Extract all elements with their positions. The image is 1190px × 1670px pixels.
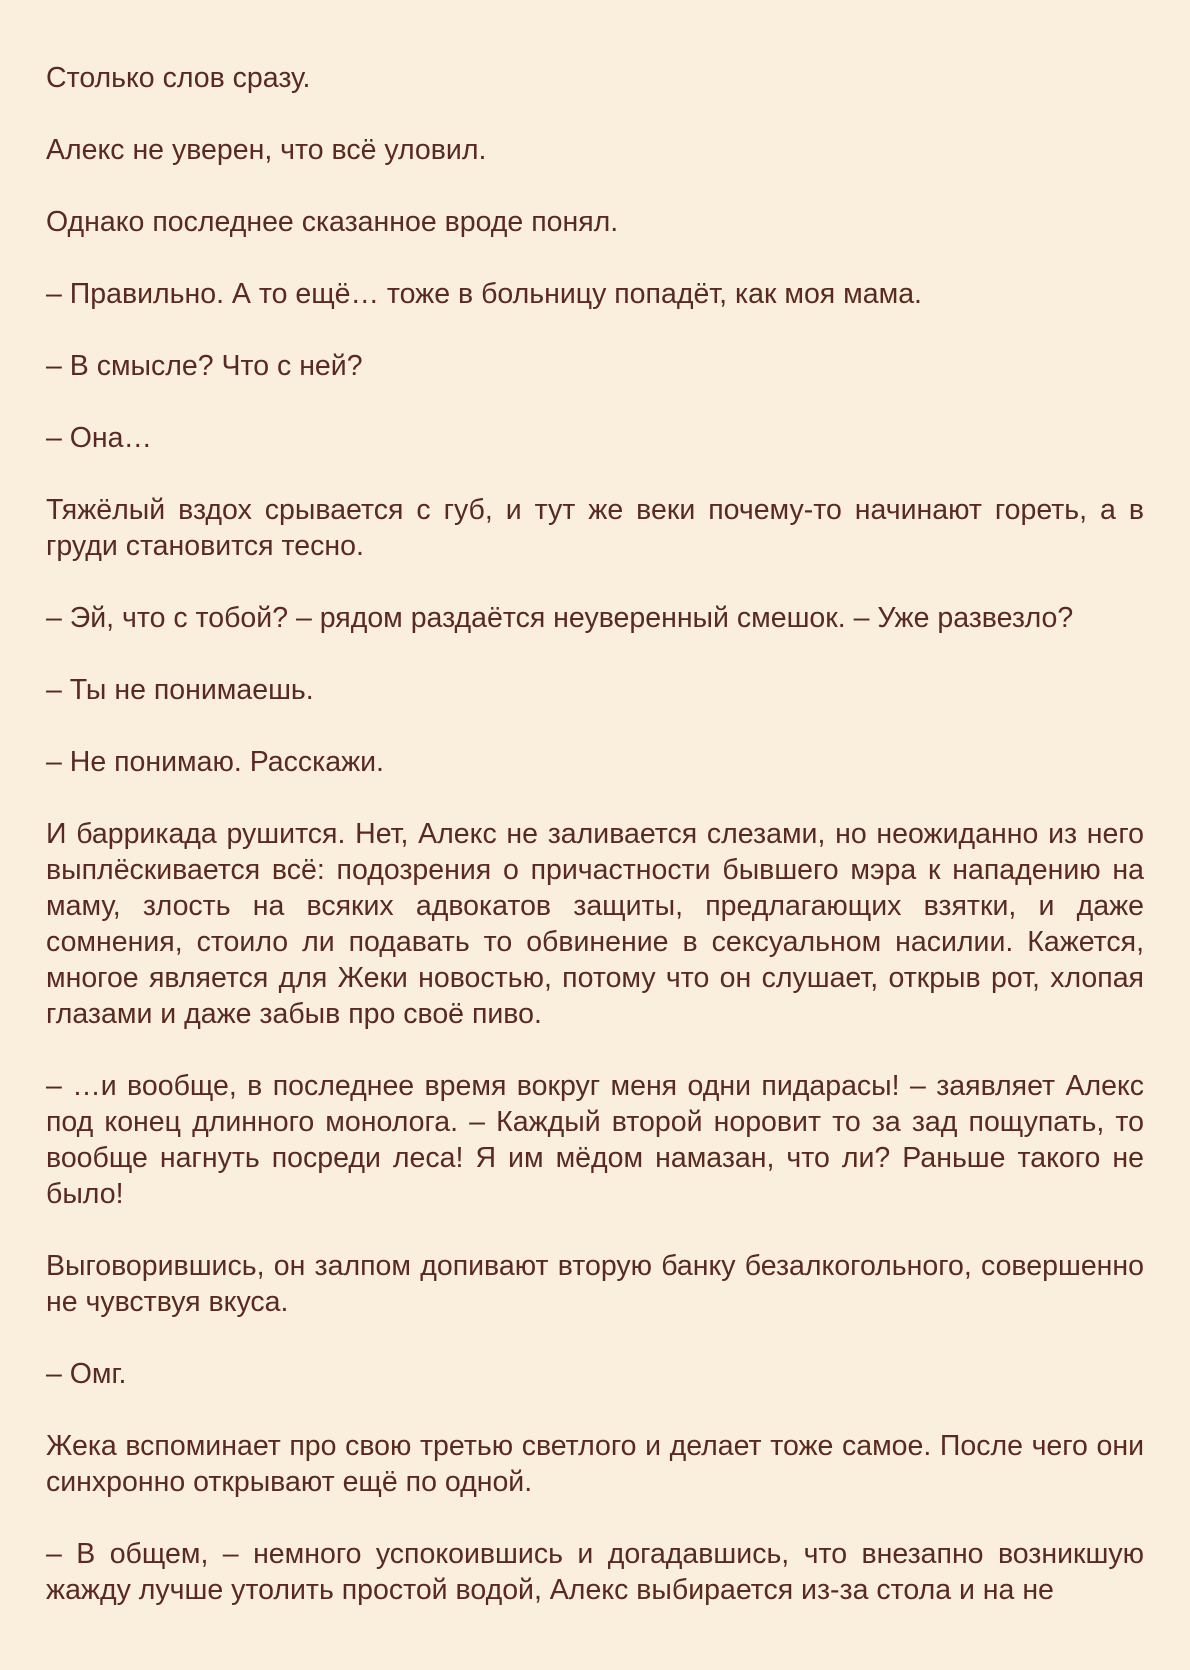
paragraph-truncated: – В общем, – немного успокоившись и догадавшись, что внезапно возникшую жажду лучше утолить простой водой, Алекс выбирается из-за стола и на не [46, 1538, 1144, 1606]
paragraph: Столько слов сразу. [46, 62, 311, 94]
paragraph: Однако последнее сказанное вроде понял. [46, 206, 619, 238]
paragraph: И баррикада рушится. Нет, Алекс не заливается слезами, но неожиданно из него выплёскивается всё: подозрения о причастности бывшего мэра к нападению на маму, злость на всяких адвокатов защиты, предлагающих взятки, и даже сомнения, стоило ли подавать то обвинение в сексуальном насилии. Кажется, многое является для Жеки новостью, потому что он слушает, открыв рот, хлопая глазами и даже забыв про своё пиво. [46, 818, 1144, 1030]
paragraph: – Не понимаю. Расскажи. [46, 746, 384, 778]
paragraph: Жека вспоминает про свою третью светлого и делает тоже самое. После чего они синхронно открывают ещё по одной. [46, 1430, 1144, 1498]
paragraph: Тяжёлый вздох срывается с губ, и тут же веки почему-то начинают гореть, а в груди становится тесно. [46, 494, 1144, 562]
paragraph: – …и вообще, в последнее время вокруг меня одни пидарасы! – заявляет Алекс под конец длинного монолога. – Каждый второй норовит то за зад пощупать, то вообще нагнуть посреди леса! Я им мёдом намазан, что ли? Раньше такого не было! [46, 1070, 1144, 1210]
paragraph: – В смысле? Что с ней? [46, 350, 363, 382]
paragraph: – Ты не понимаешь. [46, 674, 314, 706]
paragraph: Выговорившись, он залпом допивают вторую банку безалкогольного, совершенно не чувствуя вкуса. [46, 1250, 1144, 1318]
paragraph: – Она… [46, 422, 153, 454]
paragraph: – Эй, что с тобой? – рядом раздаётся неуверенный смешок. – Уже развезло? [46, 602, 1074, 634]
paragraph: Алекс не уверен, что всё уловил. [46, 134, 487, 166]
paragraph: – Омг. [46, 1358, 127, 1390]
paragraph: – Правильно. А то ещё… тоже в больницу попадёт, как моя мама. [46, 278, 922, 310]
